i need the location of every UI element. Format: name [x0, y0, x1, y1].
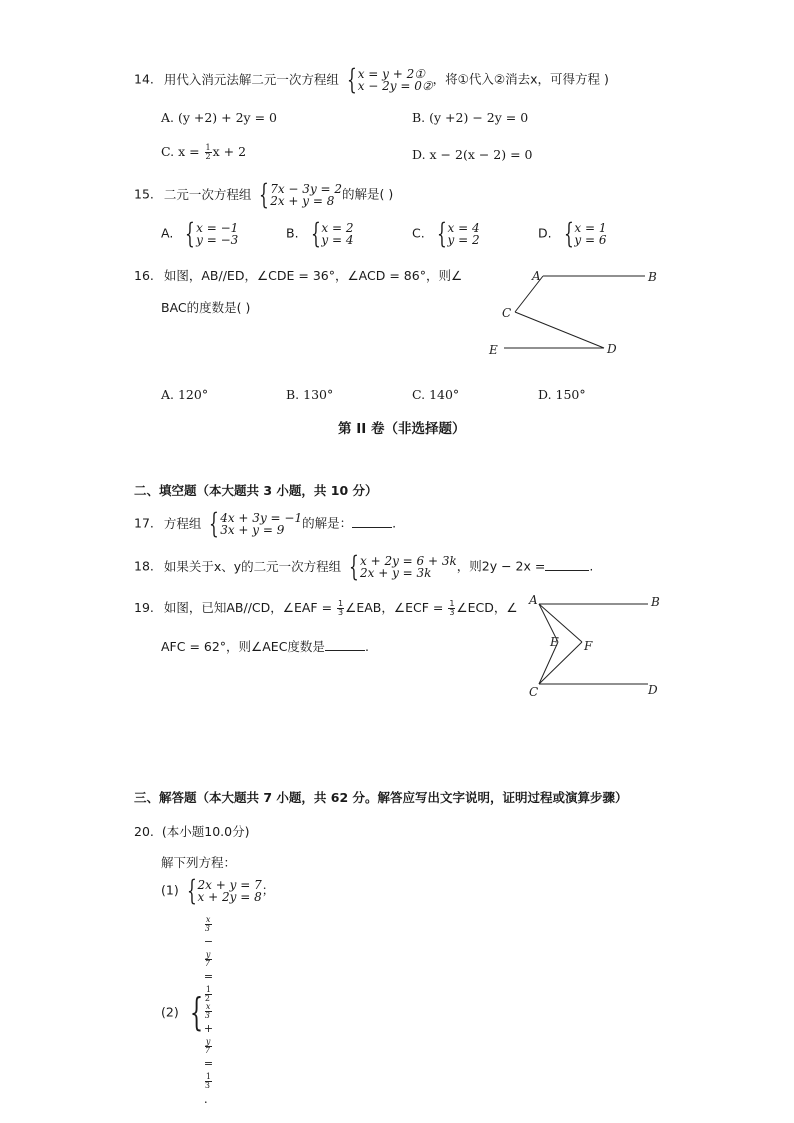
q20-part1: (1) { 2x + y = 7 x + 2y = 8 ；: [161, 874, 275, 907]
q20-header: 20. (本小题10.0分): [134, 824, 250, 839]
label-e: E: [550, 635, 559, 649]
q20-part2: (2) { x 3 − y 7 = 1 2 x 3 + y 7 = 1 3 .: [161, 915, 214, 1106]
q17-answer-blank[interactable]: [352, 527, 392, 528]
label-b: B: [651, 595, 660, 609]
q15-option-b[interactable]: B. { x = 2 y = 4: [286, 217, 354, 250]
q18-answer-blank[interactable]: [545, 570, 589, 571]
q16-option-c[interactable]: C. 140°: [412, 387, 460, 402]
q15-option-a[interactable]: A. { x = −1 y = −3: [161, 217, 239, 250]
q16-option-d[interactable]: D. 150°: [538, 387, 586, 402]
q16-option-a[interactable]: A. 120°: [161, 387, 209, 402]
q16-figure: [484, 262, 664, 362]
q17-system: { 4x + 3y = −1 3x + y = 9: [209, 507, 303, 540]
q20-instruction: 解下列方程：: [161, 855, 237, 870]
label-d: D: [648, 683, 658, 697]
q16-stem-line1: 16. 如图，AB//ED，∠CDE = 36°，∠ACD = 86°，则∠: [134, 268, 463, 283]
line-fc: [539, 642, 582, 684]
q16-stem-line2: BAC的度数是( ): [161, 300, 251, 315]
part2-title: 第 II 卷（非选择题）: [338, 421, 466, 437]
q19-stem-line2: AFC = 62°，则∠AEC度数是 .: [161, 639, 369, 654]
label-f: F: [584, 639, 593, 653]
q19-answer-blank[interactable]: [325, 650, 365, 651]
label-d: D: [607, 342, 617, 356]
label-a: A: [529, 593, 538, 607]
label-e: E: [489, 343, 498, 357]
label-c: C: [502, 306, 512, 320]
q14-option-d[interactable]: D. x − 2(x − 2) = 0: [412, 147, 533, 162]
q19-stem-line1: 19. 如图，已知AB//CD，∠EAF = $\frac{1}{3}$ ∠EAB，∠ECF = $\frac{1}{3}$ ∠ECD，∠: [134, 599, 518, 617]
q14-stem: 14. 用代入消元法解二元一次方程组 { x = y + 2① x − 2y = 0② ，将①代入②消去x，可得方程 ): [134, 63, 609, 96]
q15-option-c[interactable]: C. { x = 4 y = 2: [412, 217, 480, 250]
q14-system: { x = y + 2① x − 2y = 0②: [346, 63, 433, 96]
q18-stem: 18. 如果关于x、y的二元一次方程组 { x + 2y = 6 + 3k 2x + y = 3k ，则2y − 2x = .: [134, 550, 594, 583]
label-a: A: [532, 269, 541, 283]
q15-system: { 7x − 3y = 2 2x + y = 8: [259, 178, 343, 211]
q15-stem: 15. 二元一次方程组 { 7x − 3y = 2 2x + y = 8 的解是( ): [134, 178, 394, 211]
q18-system: { x + 2y = 6 + 3k 2x + y = 3k: [349, 550, 457, 583]
q14-option-b[interactable]: B. (y +2) − 2y = 0: [412, 110, 529, 125]
q16-option-b[interactable]: B. 130°: [286, 387, 334, 402]
q17-stem: 17. 方程组 { 4x + 3y = −1 3x + y = 9 的解是： .: [134, 507, 397, 540]
section-solve-heading: 三、解答题（本大题共 7 小题，共 62 分。解答应写出文字说明，证明过程或演算步骤）: [134, 790, 628, 805]
q14-option-c[interactable]: C. x = $\frac{1}{2}$ x + 2: [161, 143, 247, 161]
line-cd: [515, 312, 604, 348]
q19-figure: [524, 590, 674, 704]
q15-option-d[interactable]: D. { x = 1 y = 6: [538, 217, 607, 250]
q14-option-a[interactable]: A. (y +2) + 2y = 0: [161, 110, 277, 125]
line-af: [539, 604, 582, 642]
section-fill-blank-heading: 二、填空题（本大题共 3 小题，共 10 分）: [134, 483, 378, 498]
label-b: B: [648, 270, 657, 284]
label-c: C: [529, 685, 539, 699]
